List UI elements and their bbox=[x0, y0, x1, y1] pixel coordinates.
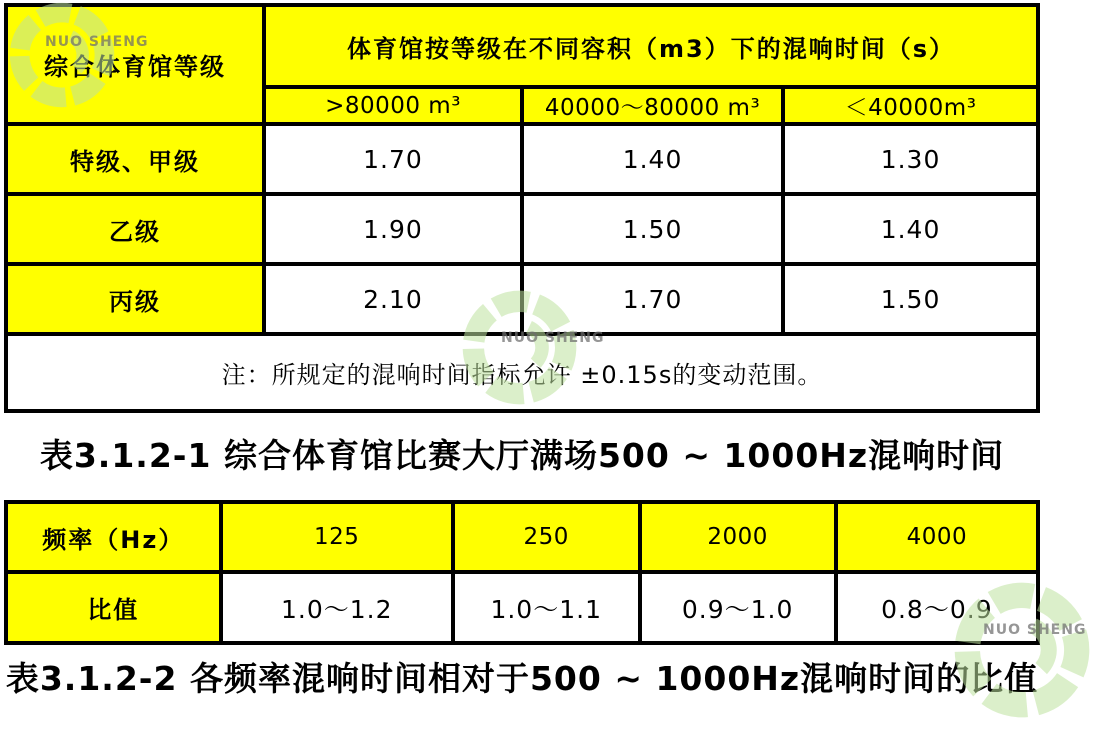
volume-header-cell: ＜40000m³ bbox=[783, 87, 1038, 124]
watermark-text: NUO SHENG bbox=[501, 330, 605, 346]
reverberation-time-table bbox=[4, 3, 1040, 413]
table-row bbox=[6, 194, 1038, 264]
ratio-value-cell: 0.8～0.9 bbox=[836, 572, 1038, 643]
value-cell: 1.40 bbox=[783, 194, 1038, 264]
watermark-text: NUO SHENG bbox=[45, 34, 149, 50]
table2-caption: 表3.1.2-2 各频率混响时间相对于500 ~ 1000Hz混响时间的比值 bbox=[5, 659, 1039, 698]
table1-caption: 表3.1.2-1 综合体育馆比赛大厅满场500 ~ 1000Hz混响时间 bbox=[39, 436, 1005, 475]
frequency-header-row bbox=[6, 502, 1038, 572]
row-label-cell: 丙级 bbox=[6, 264, 264, 334]
value-cell: 1.50 bbox=[522, 194, 783, 264]
watermark-text: NUO SHENG bbox=[983, 622, 1087, 638]
value-cell: 2.10 bbox=[264, 264, 522, 334]
value-cell: 1.90 bbox=[264, 194, 522, 264]
value-cell: 1.40 bbox=[522, 124, 783, 194]
note-cell: 注：所规定的混响时间指标允许 ±0.15s的变动范围。 bbox=[6, 334, 1038, 411]
frequency-ratio-table bbox=[4, 500, 1040, 645]
ratio-value-cell: 1.0～1.1 bbox=[453, 572, 640, 643]
freq-value-cell: 4000 bbox=[836, 502, 1038, 572]
ratio-row bbox=[6, 572, 1038, 643]
freq-header-cell: 频率（Hz） bbox=[6, 502, 221, 572]
freq-value-cell: 2000 bbox=[640, 502, 836, 572]
volume-header-cell: >80000 m³ bbox=[264, 87, 522, 124]
table-header-row bbox=[6, 5, 1038, 87]
table-row bbox=[6, 124, 1038, 194]
value-cell: 1.50 bbox=[783, 264, 1038, 334]
freq-value-cell: 125 bbox=[221, 502, 453, 572]
corner-header-cell: 综合体育馆等级 bbox=[6, 5, 264, 124]
table-row bbox=[6, 264, 1038, 334]
freq-value-cell: 250 bbox=[453, 502, 640, 572]
ratio-value-cell: 1.0～1.2 bbox=[221, 572, 453, 643]
ratio-value-cell: 0.9～1.0 bbox=[640, 572, 836, 643]
row-label-cell: 特级、甲级 bbox=[6, 124, 264, 194]
volume-header-cell: 40000～80000 m³ bbox=[522, 87, 783, 124]
value-cell: 1.70 bbox=[264, 124, 522, 194]
row-label-cell: 乙级 bbox=[6, 194, 264, 264]
note-row bbox=[6, 334, 1038, 411]
ratio-header-cell: 比值 bbox=[6, 572, 221, 643]
value-cell: 1.70 bbox=[522, 264, 783, 334]
span-header-cell: 体育馆按等级在不同容积（m3）下的混响时间（s） bbox=[264, 5, 1038, 87]
value-cell: 1.30 bbox=[783, 124, 1038, 194]
